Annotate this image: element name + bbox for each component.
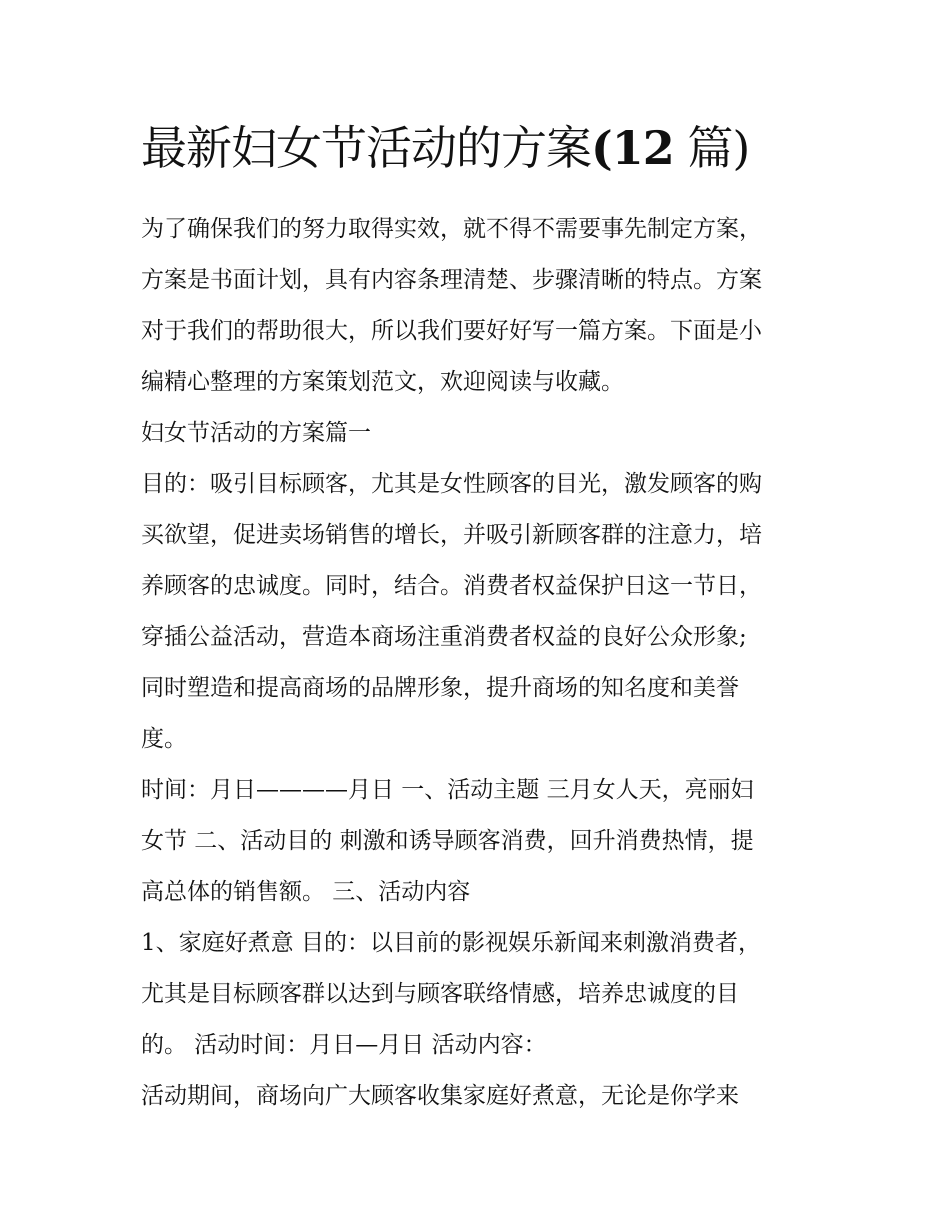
section-heading [141,408,821,459]
paragraph-purpose [141,459,821,765]
text-line: 买欲望，促进卖场销售的增长，并吸引新顾客群的注意力，培 [141,522,762,548]
document-title [141,112,821,184]
text-line: 养顾客的忠诚度。同时，结合。消费者权益保护日这一节日， [141,573,762,599]
text-line: 尤其是目标顾客群以达到与顾客联络情感，培养忠诚度的目 [141,981,739,1007]
text-line: 活动期间，商场向广大顾客收集家庭好煮意，无论是你学来 [141,1083,739,1109]
text-line: 妇女节活动的方案篇一 [141,420,371,446]
title-spacer [141,184,821,204]
paragraph-time [141,765,821,918]
document-content [141,112,821,1122]
title-prefix: 最新妇女节活动的方案 [141,121,591,175]
paragraph-activity-detail [141,1071,821,1122]
text-line: 女节 二、活动目的 刺激和诱导顾客消费，回升消费热情，提 [141,828,754,854]
text-line: 目的：吸引目标顾客，尤其是女性顾客的目光，激发顾客的购 [141,471,762,497]
text-line: 同时塑造和提高商场的品牌形象，提升商场的知名度和美誉 [141,675,739,701]
text-line: 为了确保我们的努力取得实效，就不得不需要事先制定方案， [141,216,762,242]
paragraph-intro [141,204,821,408]
text-line: 高总体的销售额。 三、活动内容 [141,879,471,905]
paragraph-activity-1 [141,918,821,1071]
text-line: 对于我们的帮助很大，所以我们要好好写一篇方案。下面是小 [141,318,762,344]
text-line: 穿插公益活动，营造本商场注重消费者权益的良好公众形象; [141,624,747,650]
text-line: 方案是书面计划，具有内容条理清楚、步骤清晰的特点。方案 [141,267,762,293]
text-line: 1、家庭好煮意 目的：以目前的影视娱乐新闻来刺激消费者， [141,930,761,956]
title-count: (12 [591,121,674,175]
text-line: 编精心整理的方案策划范文，欢迎阅读与收藏。 [141,369,624,395]
text-line: 时间：月日————月日 一、活动主题 三月女人天，亮丽妇 [141,777,754,803]
title-suffix: 篇) [687,121,750,175]
text-line: 的。 活动时间：月日—月日 活动内容： [141,1032,547,1058]
text-line: 度。 [141,726,187,752]
